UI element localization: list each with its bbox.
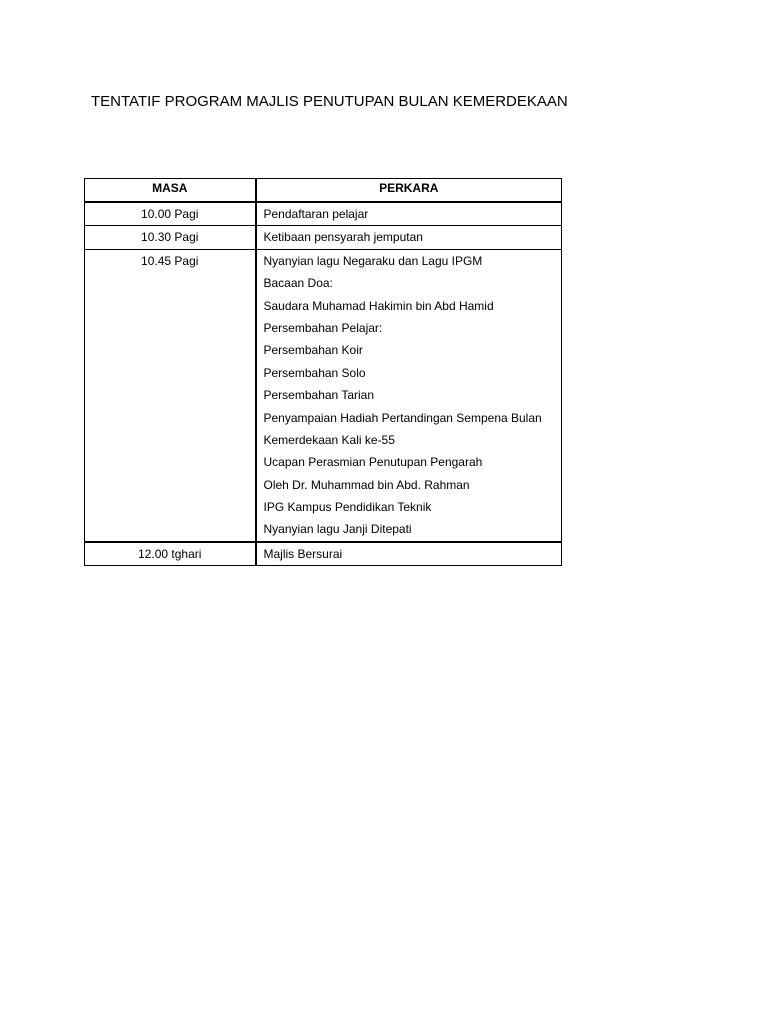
perkara-line: Kemerdekaan Kali ke-55 — [263, 432, 395, 447]
document-title: TENTATIF PROGRAM MAJLIS PENUTUPAN BULAN KEMERDEKAAN — [91, 93, 568, 110]
masa-text: 10.00 Pagi — [141, 207, 199, 221]
perkara-line: Ketibaan pensyarah jemputan — [263, 230, 423, 245]
perkara-line: Persembahan Tarian — [263, 388, 375, 403]
column-header-masa: MASA — [85, 179, 256, 203]
perkara-line: Penyampaian Hadiah Pertandingan Sempena Bulan — [263, 410, 542, 425]
perkara-cell — [256, 542, 562, 566]
perkara-line: Nyanyian lagu Janji Ditepati — [263, 522, 412, 537]
masa-text: 10.45 Pagi — [141, 253, 199, 268]
perkara-line: Persembahan Solo — [263, 365, 366, 380]
masa-cell — [85, 226, 256, 249]
perkara-line: Ucapan Perasmian Penutupan Pengarah — [263, 455, 483, 470]
perkara-line: Pendaftaran pelajar — [263, 207, 369, 221]
perkara-line: Majlis Bersurai — [263, 546, 343, 561]
perkara-line: Nyanyian lagu Negaraku dan Lagu IPGM — [263, 253, 483, 268]
table-row — [85, 202, 562, 226]
masa-cell — [85, 202, 256, 226]
perkara-cell — [256, 249, 562, 542]
perkara-cell — [256, 226, 562, 249]
column-header-perkara: PERKARA — [256, 179, 562, 203]
perkara-line: Persembahan Koir — [263, 343, 363, 358]
schedule-table — [84, 178, 562, 566]
perkara-line: Saudara Muhamad Hakimin bin Abd Hamid — [263, 298, 494, 313]
masa-text: 12.00 tghari — [138, 546, 202, 561]
perkara-cell — [256, 202, 562, 226]
perkara-line: Persembahan Pelajar: — [263, 320, 383, 335]
table-row — [85, 249, 562, 542]
perkara-line: Bacaan Doa: — [263, 276, 333, 291]
masa-text: 10.30 Pagi — [141, 230, 199, 245]
masa-cell — [85, 249, 256, 542]
table-row — [85, 226, 562, 249]
masa-cell — [85, 542, 256, 566]
perkara-line: IPG Kampus Pendidikan Teknik — [263, 500, 432, 515]
table-row — [85, 542, 562, 566]
table-header-row — [85, 179, 562, 203]
perkara-line: Oleh Dr. Muhammad bin Abd. Rahman — [263, 477, 470, 492]
